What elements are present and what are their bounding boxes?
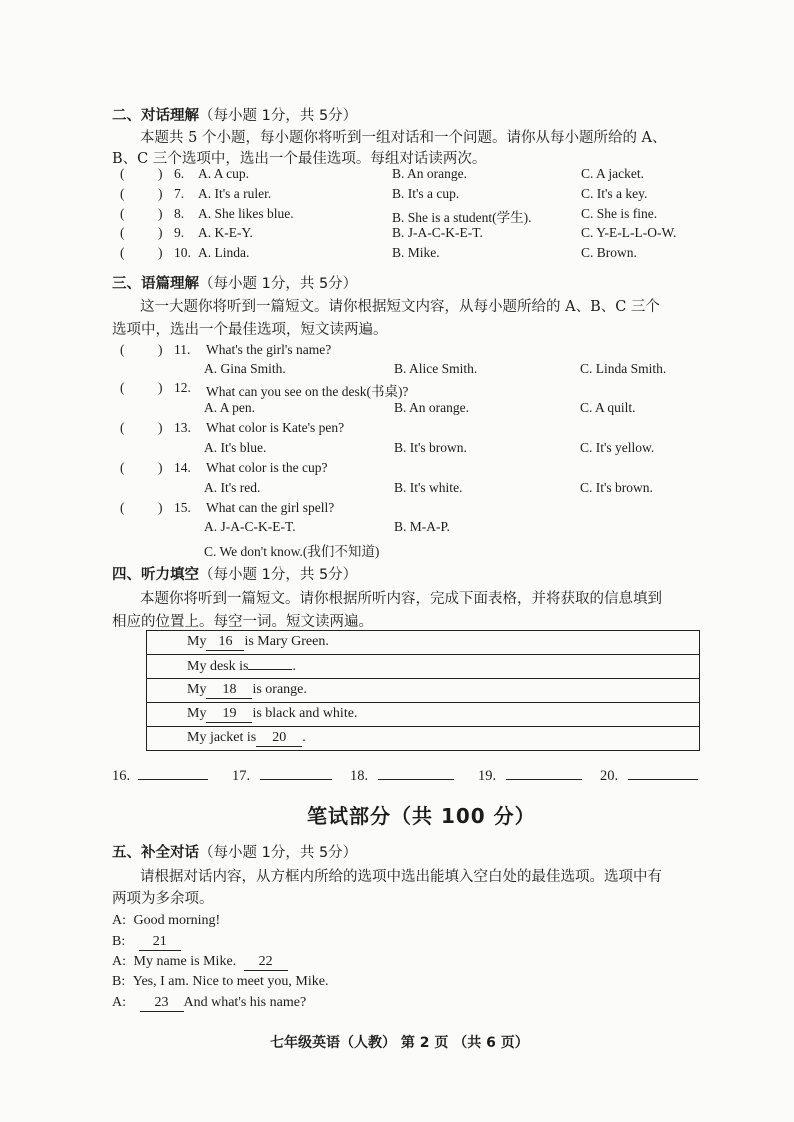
answer-number: 16. [112,768,131,784]
question-text: What can the girl spell? [206,500,335,515]
row-pre: My desk is [187,658,249,674]
blank-23[interactable]: 23 [140,995,184,1012]
paren-open: ( [120,186,125,201]
row-post: is black and white. [252,706,358,721]
option-a: A. It's blue. [204,440,267,455]
speaker: A: [112,954,126,969]
option-c: C. A quilt. [580,400,636,415]
question-12 [120,380,409,399]
dialogue-line [112,934,181,951]
blank-22[interactable]: 22 [244,954,288,971]
table-row [147,631,700,655]
option-a: A. It's red. [204,480,261,495]
option-a: A. J-A-C-K-E-T. [204,519,296,534]
paren-open: ( [120,460,125,475]
question-13-options [204,440,655,456]
section3-title [112,272,357,293]
table-row [147,703,700,727]
question-number: 13. [174,420,191,435]
option-b: B. She is a student(学生). [392,210,532,225]
option-c: C. Brown. [581,245,637,260]
option-a: A. Gina Smith. [204,361,286,376]
question-14-options [204,480,653,496]
dialogue-line [112,995,306,1012]
section3-instr1: 这一大题你将听到一篇短文。请你根据短文内容，从每小题所给的 A、B、C 三个 [140,299,660,315]
row-post: is Mary Green. [244,634,329,649]
option-b: B. M-A-P. [394,519,450,534]
paren-open: ( [120,206,125,221]
option-b: B. J-A-C-K-E-T. [392,225,483,240]
dialogue-line [112,974,328,990]
section5-title-text: 五、补全对话 [112,845,199,861]
blank-20[interactable]: 20 [256,730,302,747]
section5-note: （每小题 1分，共 5分） [199,845,358,861]
speaker: B: [112,974,126,989]
paren-close: ) [158,206,163,221]
question-text: What color is the cup? [206,460,328,475]
blank-19[interactable]: 19 [206,706,252,723]
table-cell [147,631,700,655]
paren-close: ) [158,186,163,201]
line-text: Good morning! [133,913,221,928]
speaker: A: [112,995,126,1010]
paren-close: ) [158,500,163,515]
paren-close: ) [158,342,163,357]
option-b: B. It's a cup. [392,186,460,201]
question-15 [120,500,335,516]
answer-number: 17. [232,768,251,784]
option-b: B. An orange. [394,400,469,415]
option-b: B. Alice Smith. [394,361,478,376]
question-11-options [204,361,667,377]
option-b: B. It's brown. [394,440,467,455]
page-footer: 七年级英语（人教） 第 2 页 （共 6 页） [270,1035,529,1051]
row-pre: My [187,706,207,721]
option-b: B. An orange. [392,166,467,181]
section4-note: （每小题 1分，共 5分） [199,567,358,583]
question-9 [120,225,677,241]
option-a: A. Linda. [198,245,250,260]
section4-title-text: 四、听力填空 [112,567,199,583]
section5-title [112,841,357,862]
question-15-option-c: C. We don't know.(我们不知道) [204,544,380,559]
blank-17[interactable] [248,669,292,670]
answer-19[interactable] [478,768,582,785]
section4-title [112,563,357,584]
question-number: 6. [174,166,185,181]
option-a: A. A pen. [204,400,256,415]
section2-title-text: 二、对话理解 [112,108,199,124]
option-c: C. A jacket. [581,166,644,181]
question-number: 15. [174,500,191,515]
option-c: C. It's yellow. [580,440,655,455]
section3-note: （每小题 1分，共 5分） [199,276,358,292]
paren-open: ( [120,245,125,260]
answer-number: 20. [600,768,619,784]
written-part-title: 笔试部分（共 100 分） [307,804,536,828]
answer-number: 18. [350,768,369,784]
option-c: C. Linda Smith. [580,361,667,376]
table-row [147,655,700,679]
paren-open: ( [120,166,125,181]
paren-close: ) [158,420,163,435]
option-b: B. It's white. [394,480,463,495]
question-number: 10. [174,245,191,260]
dialogue-line [112,913,220,929]
line-text: Yes, I am. Nice to meet you, Mike. [132,974,329,989]
table-cell [147,727,700,751]
paren-open: ( [120,380,125,395]
section4-instr2: 相应的位置上。每空一词。短文读两遍。 [112,614,373,630]
answer-20[interactable] [600,768,698,785]
option-a: A. K-E-Y. [198,225,253,240]
option-c: C. Y-E-L-L-O-W. [581,225,677,240]
row-post: . [292,658,296,674]
question-14 [120,460,328,476]
row-pre: My [187,634,207,649]
dialogue-line [112,954,288,971]
question-number: 12. [174,380,191,395]
question-number: 9. [174,225,185,240]
section2-instr2: B、C 三个选项中，选出一个最佳选项。每组对话读两次。 [112,151,487,167]
blank-18[interactable]: 18 [206,682,252,699]
paren-open: ( [120,420,125,435]
blank-21[interactable]: 21 [139,934,181,951]
section3-title-text: 三、语篇理解 [112,276,199,292]
blank-16[interactable]: 16 [206,634,244,651]
paren-close: ) [158,166,163,181]
question-text: What's the girl's name? [206,342,332,357]
section2-title [112,104,357,125]
section2-instr1: 本题共 5 个小题，每小题你将听到一组对话和一个问题。请你从每小题所给的 A、 [140,130,667,146]
question-text: What color is Kate's pen? [206,420,345,435]
question-10 [120,245,637,261]
speaker: A: [112,913,126,928]
answer-17[interactable] [232,768,332,785]
question-12-options [204,400,636,416]
paren-open: ( [120,500,125,515]
question-text: What can you see on the desk(书桌)? [206,384,409,399]
question-number: 11. [174,342,191,357]
paren-open: ( [120,342,125,357]
option-c: C. It's brown. [580,480,653,495]
paren-open: ( [120,225,125,240]
table-cell [147,679,700,703]
section5-instr1: 请根据对话内容，从方框内所给的选项中选出能填入空白处的最佳选项。选项中有 [140,869,662,885]
table-cell [147,703,700,727]
option-c: C. She is fine. [581,206,658,221]
question-6 [120,166,644,182]
line-text: And what's his name? [183,995,307,1010]
question-15-options [204,519,450,535]
line-text: My name is Mike. [133,954,237,969]
section3-instr2: 选项中，选出一个最佳选项，短文读两遍。 [112,322,388,338]
question-number: 7. [174,186,185,201]
option-a: A. It's a ruler. [198,186,272,201]
row-pre: My jacket is [187,730,257,745]
question-number: 14. [174,460,191,475]
question-7 [120,186,648,202]
answer-18[interactable] [350,768,454,785]
section5-instr2: 两项为多余项。 [112,891,214,907]
answer-number: 19. [478,768,497,784]
paren-close: ) [158,460,163,475]
row-post: is orange. [252,682,307,697]
paren-close: ) [158,380,163,395]
paren-close: ) [158,245,163,260]
option-a: A. She likes blue. [198,206,294,221]
option-a: A. A cup. [198,166,250,181]
question-13 [120,420,345,436]
section4-instr1: 本题你将听到一篇短文。请你根据所听内容，完成下面表格，并将获取的信息填到 [140,591,662,607]
fill-in-table [146,630,700,751]
row-post: . [302,730,306,745]
option-c: C. It's a key. [581,186,648,201]
table-row [147,679,700,703]
question-number: 8. [174,206,185,221]
table-row [147,727,700,751]
question-11 [120,342,332,358]
row-pre: My [187,682,207,697]
section2-note: （每小题 1分，共 5分） [199,108,358,124]
paren-close: ) [158,225,163,240]
option-b: B. Mike. [392,245,440,260]
question-8 [120,206,658,225]
answer-16[interactable] [112,768,208,785]
table-cell [147,655,700,679]
speaker: B: [112,934,126,949]
